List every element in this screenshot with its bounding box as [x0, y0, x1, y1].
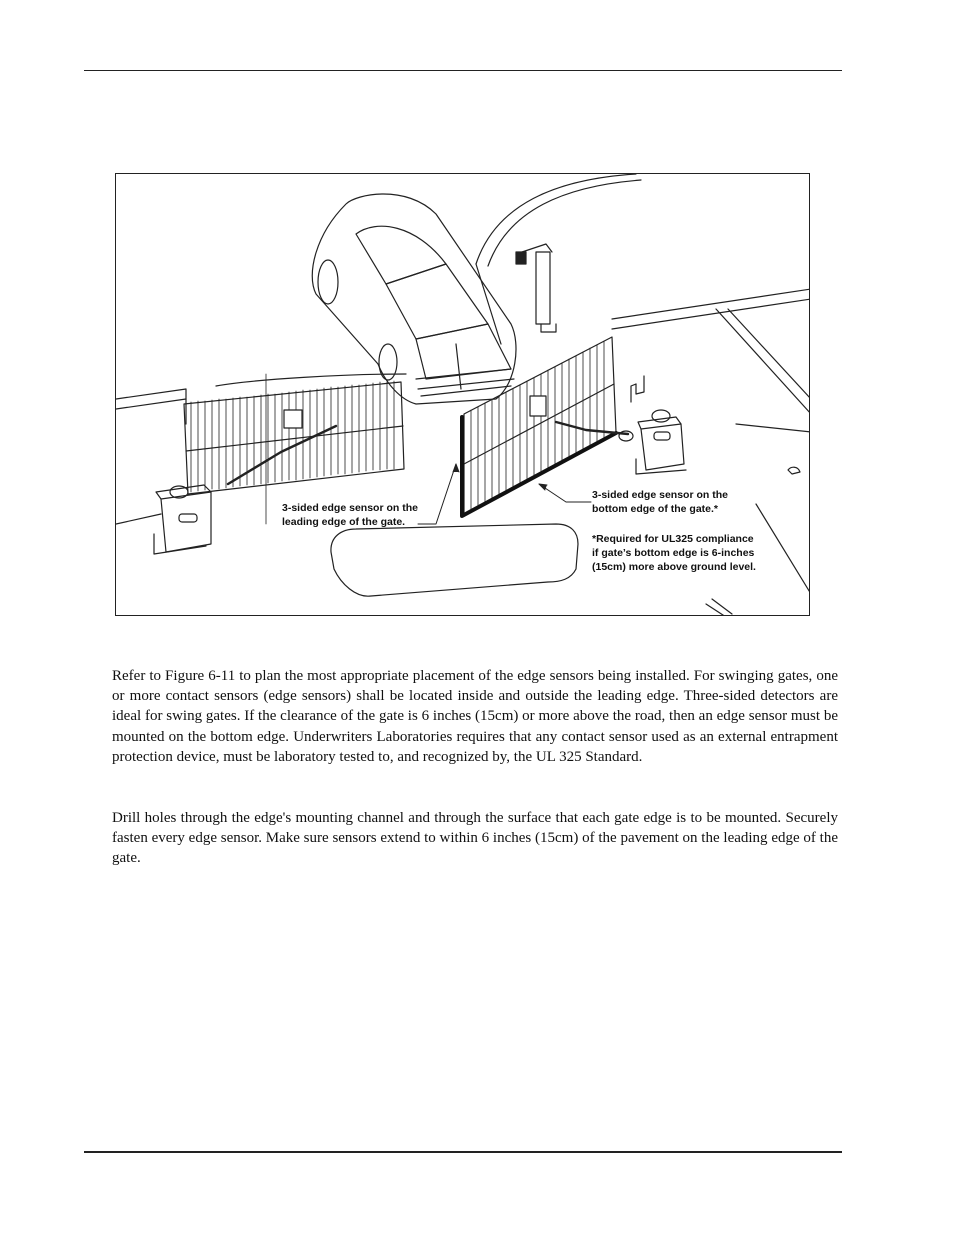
left-gate-drawing [184, 381, 404, 494]
gate-illustration-figure [115, 173, 810, 616]
body-paragraph-placement: Refer to Figure 6-11 to plan the most appropriate placement of the edge sensors being installed. For swinging gates, one or more contact sensors (edge sensors) shall be located inside and outside the leading edge. Three-sided detectors are ideal for swing gates. If the clearance of the gate is 6 inches (15cm) or more above the road, then an edge sensor must be mounted on the bottom edge. Underwriters Laboratories requires that any contact sensor used as an external entrapment protection device, must be laboratory tested to, and recognized by, the UL 325 Standard. [112, 668, 838, 765]
callout-line: bottom edge of the gate.* [592, 503, 718, 515]
right-operator-drawing [619, 410, 686, 474]
note-line: *Required for UL325 compliance [592, 533, 754, 545]
footer-rule [84, 1151, 842, 1153]
note-line: if gate’s bottom edge is 6-inches [592, 547, 755, 559]
left-operator-drawing [154, 485, 211, 554]
callout-line: leading edge of the gate. [282, 516, 406, 528]
header-rule [84, 70, 842, 71]
callout-line: 3-sided edge sensor on the [592, 489, 728, 501]
ul325-compliance-note [592, 532, 756, 574]
keypad-post-drawing [516, 244, 556, 332]
callout-line: 3-sided edge sensor on the [282, 502, 418, 514]
car-drawing [312, 194, 516, 404]
note-line: (15cm) more above ground level. [592, 561, 756, 573]
body-paragraph-mounting: Drill holes through the edge's mounting channel and through the surface that each gate edge is to be mounted. Securely fasten every edge sensor. Make sure sensors extend to within 6 inches (15cm) of the pavement on the leading edge of the gate. [112, 810, 838, 867]
bottom-edge-sensor-callout [592, 488, 728, 516]
leading-edge-sensor-callout [282, 501, 418, 529]
